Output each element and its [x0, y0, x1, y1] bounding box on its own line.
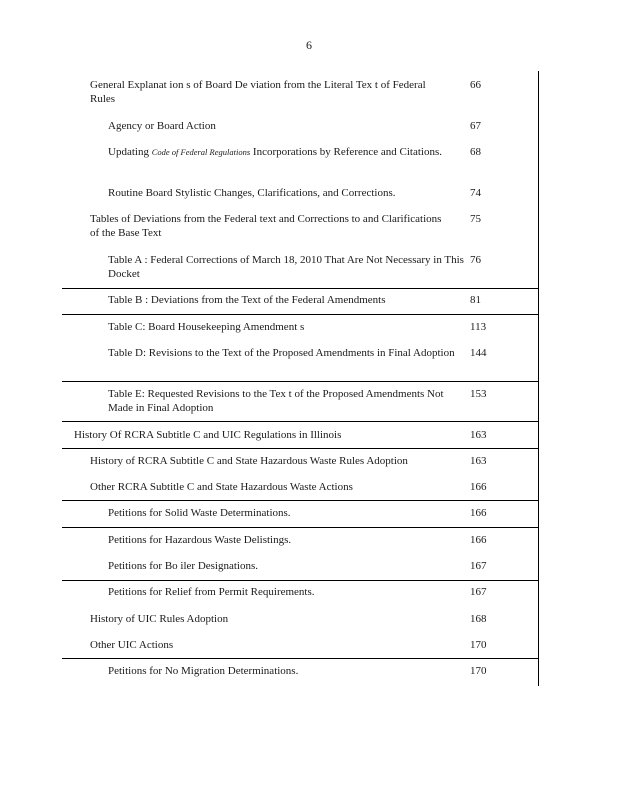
divider — [62, 314, 538, 315]
toc-entry-label: History Of RCRA Subtitle C and UIC Regulations in Illinois — [74, 429, 342, 441]
toc-entry-page: 163 — [470, 455, 487, 467]
toc-entry-label — [108, 146, 468, 160]
toc-entry-label: Petitions for Solid Waste Determinations. — [108, 507, 291, 519]
toc-entry-page: 166 — [470, 481, 487, 493]
toc-entry-page: 75 — [470, 213, 481, 225]
toc-entry-page: 74 — [470, 187, 481, 199]
toc-entry-page: 76 — [470, 254, 481, 266]
toc-entry-page: 66 — [470, 79, 481, 91]
divider — [62, 500, 538, 501]
toc-entry-page: 81 — [470, 294, 481, 306]
toc-entry-page: 166 — [470, 534, 487, 546]
toc-entry-label: Petitions for Relief from Permit Requirements. — [108, 586, 315, 598]
toc-entry-label: General Explanat ion s of Board De viation from the Literal Tex t of Federal Rules — [90, 79, 426, 105]
toc-entry-label: Petitions for Bo iler Designations. — [108, 560, 259, 572]
toc-entry-page: 168 — [470, 613, 487, 625]
toc-entry-label: Table A : Federal Corrections of March 18, 2010 That Are Not Necessary in This Docket — [108, 254, 464, 280]
divider — [62, 658, 538, 659]
toc-entry-label: Table C: Board Housekeeping Amendment s — [108, 321, 305, 333]
toc-entry-prefix: Updating — [108, 146, 149, 158]
table-of-contents — [62, 71, 539, 686]
toc-entry-page: 170 — [470, 665, 487, 677]
toc-entry-page: 144 — [470, 347, 487, 359]
toc-entry-page: 163 — [470, 429, 487, 441]
divider — [62, 421, 538, 422]
toc-entry-page: 170 — [470, 639, 487, 651]
divider — [62, 288, 538, 289]
toc-entry-label: History of RCRA Subtitle C and State Hazardous Waste Rules Adoption — [90, 455, 408, 467]
divider — [62, 580, 538, 581]
toc-entry-suffix: Incorporations by Reference and Citations. — [252, 146, 442, 158]
divider — [62, 448, 538, 449]
toc-entry-label: Table D: Revisions to the Text of the Proposed Amendments in Final Adoption — [108, 347, 455, 359]
toc-entry-label: Other UIC Actions — [90, 639, 174, 651]
toc-entry-label: Petitions for Hazardous Waste Delistings. — [108, 534, 292, 546]
toc-entry-label: Petitions for No Migration Determinations. — [108, 665, 299, 677]
toc-entry-page: 167 — [470, 586, 487, 598]
toc-entry-page: 153 — [470, 388, 487, 400]
toc-entry-label: Agency or Board Action — [108, 120, 216, 132]
divider — [62, 527, 538, 528]
toc-entry-label: Tables of Deviations from the Federal text and Corrections to and Clarifications of the Base Text — [90, 213, 442, 239]
toc-entry-page: 68 — [470, 146, 481, 158]
toc-entry-label: Other RCRA Subtitle C and State Hazardous Waste Actions — [90, 481, 353, 493]
page-number: 6 — [306, 38, 312, 52]
toc-entry-label: Table B : Deviations from the Text of the Federal Amendments — [108, 294, 386, 306]
toc-entry-label: Table E: Requested Revisions to the Tex t of the Proposed Amendments Not Made in Final Adoption — [108, 388, 444, 414]
toc-entry-italic: Code of Federal Regulations — [151, 147, 251, 157]
toc-entry-label: History of UIC Rules Adoption — [90, 613, 229, 625]
divider — [62, 381, 538, 382]
toc-entry-page: 67 — [470, 120, 481, 132]
toc-entry-page: 113 — [470, 321, 487, 333]
toc-entry-page: 166 — [470, 507, 487, 519]
toc-entry-label: Routine Board Stylistic Changes, Clarifications, and Corrections. — [108, 187, 396, 199]
toc-entry-page: 167 — [470, 560, 487, 572]
